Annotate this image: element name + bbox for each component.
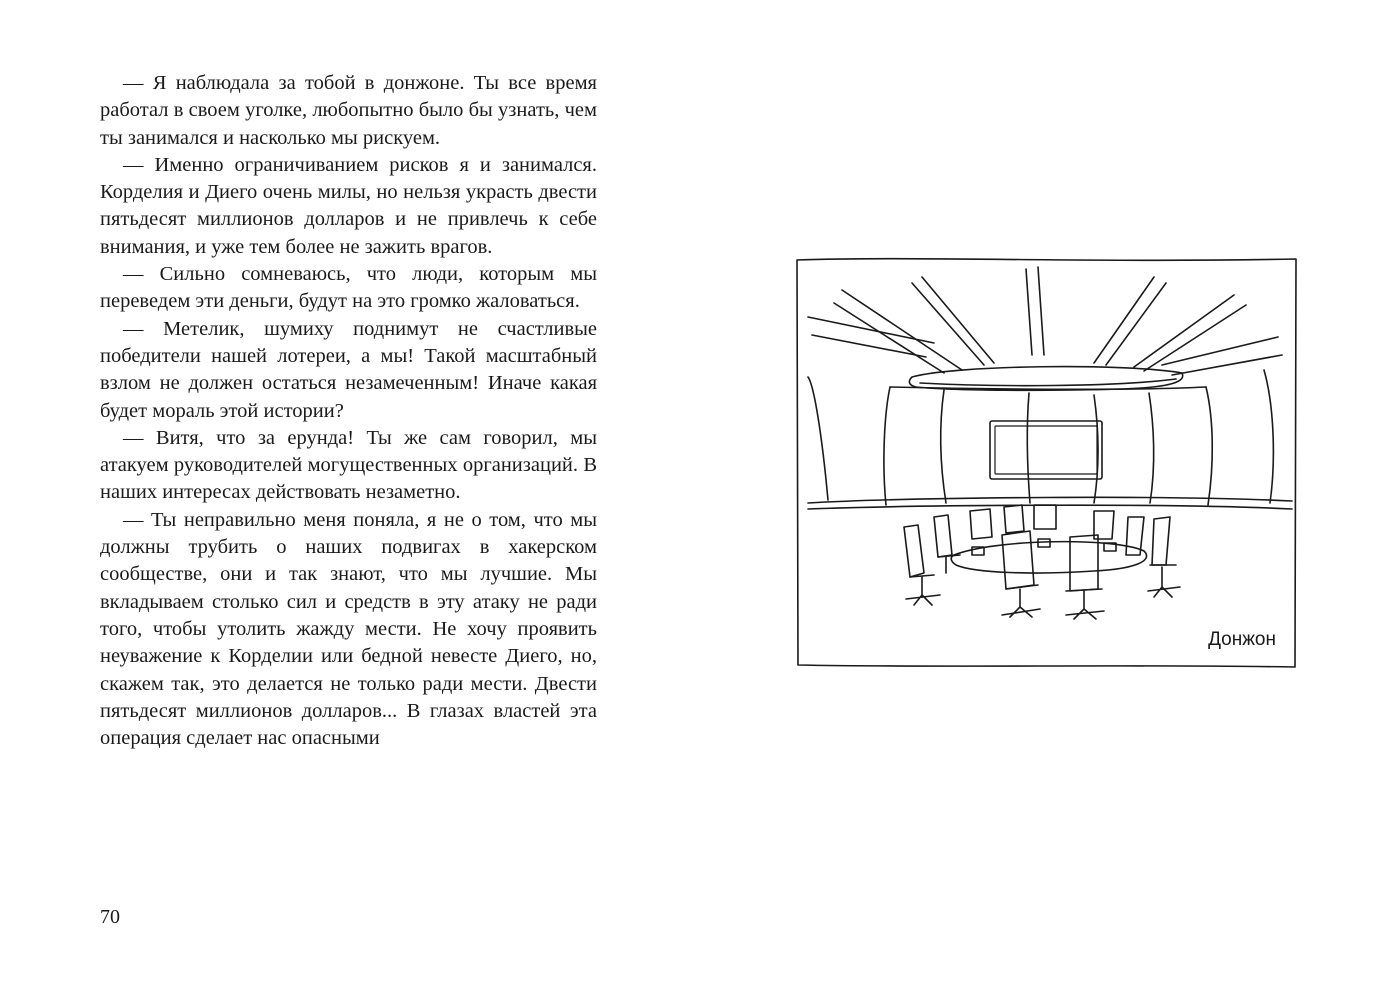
paragraph-6: — Ты неправильно меня поняла, я не о том, что мы должны трубить о наших подвигах в хакерском сообществе, они и так знают, что мы лучшие. Мы вкладываем столько сил и средств в эту атаку не ради того, чтобы утолить жажду мести. Не хочу проявить неуважение к Корделии или бедной невесте Диего, но, скажем так, это делается не только ради мести. Двести пятьдесят миллионов долларов... В глазах властей эта операция сделает нас опасными xyxy=(100,508,597,750)
paragraph-3: — Сильно сомневаюсь, что люди, которым мы переведем эти деньги, будут на это громко жаловаться. xyxy=(100,263,597,313)
paragraph-4: — Метелик, шумиху поднимут не счастливые победители нашей лотереи, а мы! Такой масштабный взлом не должен остаться незамеченным! Иначе какая будет мораль этой истории? xyxy=(100,317,597,422)
illustration-caption: Донжон xyxy=(1208,629,1276,650)
left-page xyxy=(100,70,597,752)
conference-room-drawing-icon xyxy=(794,255,1298,669)
illustration xyxy=(794,255,1298,669)
page-number: 70 xyxy=(100,906,120,928)
paragraph-5: — Витя, что за ерунда! Ты же сам говорил, мы атакуем руководителей могущественных организаций. В наших интересах действовать незаметно. xyxy=(100,426,597,504)
body-text xyxy=(100,70,597,752)
paragraph-1: — Я наблюдала за тобой в донжоне. Ты все время работал в своем уголке, любопытно было бы узнать, чем ты занимался и насколько мы рискуем. xyxy=(100,72,597,149)
paragraph-2: — Именно ограничиванием рисков я и занимался. Корделия и Диего очень милы, но нельзя украсть двести пятьдесят миллионов долларов и не привлечь к себе внимания, и уже тем более не зажить врагов. xyxy=(100,153,597,258)
